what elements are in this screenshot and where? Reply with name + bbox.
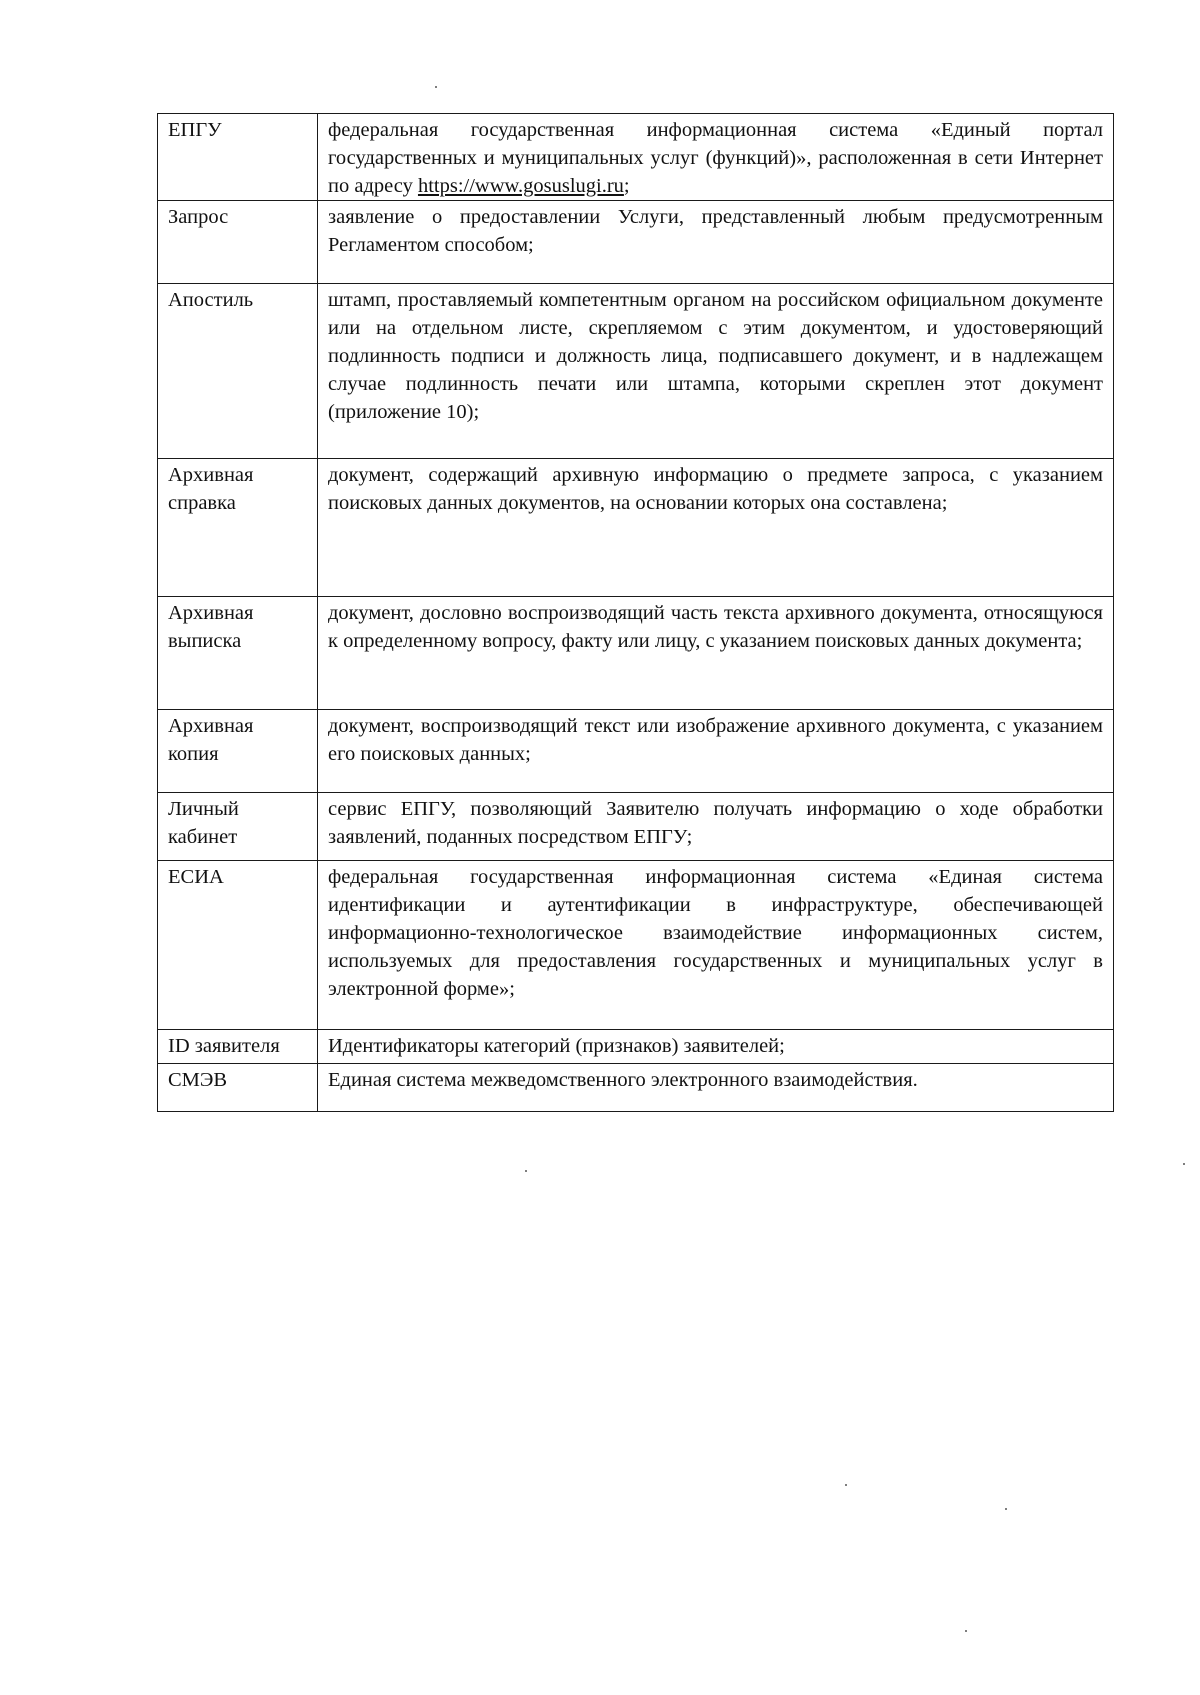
definition-text: федеральная государственная информационная система «Единый портал государственных и муниципальных услуг (функций)», расположенная в сети Интернет по адресу: [328, 119, 1103, 197]
definitions-table: [157, 113, 1114, 1112]
definition-cell: Идентификаторы категорий (признаков) заявителей;: [318, 1030, 1114, 1064]
table-row: [158, 114, 1114, 201]
scan-speck: [1183, 1163, 1185, 1165]
definition-cell: сервис ЕПГУ, позволяющий Заявителю получать информацию о ходе обработки заявлений, поданных посредством ЕПГУ;: [318, 793, 1114, 861]
term-cell: ID заявителя: [158, 1030, 318, 1064]
definition-cell: Единая система межведомственного электронного взаимодействия.: [318, 1064, 1114, 1112]
portal-link[interactable]: https://www.gosuslugi.ru: [417, 175, 624, 197]
table-row: [158, 1064, 1114, 1112]
scan-speck: [965, 1630, 967, 1632]
table-row: [158, 459, 1114, 597]
term-cell: Архивная справка: [158, 459, 318, 597]
definition-suffix: ;: [623, 175, 630, 197]
term-cell: Архивная копия: [158, 710, 318, 793]
table-row: [158, 793, 1114, 861]
term-cell: ЕПГУ: [158, 114, 318, 201]
scan-speck: [845, 1484, 847, 1486]
scan-speck: [1005, 1508, 1007, 1510]
definition-cell: документ, дословно воспроизводящий часть текста архивного документа, относящуюся к определенному вопросу, факту или лицу, с указанием поисковых данных документа;: [318, 597, 1114, 710]
table-row: [158, 201, 1114, 284]
table-row: [158, 597, 1114, 710]
term-cell: Апостиль: [158, 284, 318, 459]
table-row: [158, 284, 1114, 459]
term-cell: Запрос: [158, 201, 318, 284]
scan-speck: [435, 86, 437, 88]
definition-cell: штамп, проставляемый компетентным органом на российском официальном документе или на отдельном листе, скрепляемом с этим документом, и удостоверяющий подлинность подписи и должность лица, подписавшего документ, и в надлежащем случае подлинность печати или штампа, которыми скреплен этот документ (приложение 10);: [318, 284, 1114, 459]
definition-cell: заявление о предоставлении Услуги, представленный любым предусмотренным Регламентом способом;: [318, 201, 1114, 284]
definition-cell: федеральная государственная информационная система «Единая система идентификации и аутентификации в инфраструктуре, обеспечивающей информационно-технологическое взаимодействие информационных систем, используемых для предоставления государственных и муниципальных услуг в электронной форме»;: [318, 861, 1114, 1030]
table-row: [158, 710, 1114, 793]
definition-cell: [318, 114, 1114, 201]
table-row: [158, 1030, 1114, 1064]
term-cell: ЕСИА: [158, 861, 318, 1030]
definition-cell: документ, содержащий архивную информацию о предмете запроса, с указанием поисковых данных документов, на основании которых она составлена;: [318, 459, 1114, 597]
definition-cell: документ, воспроизводящий текст или изображение архивного документа, с указанием его поисковых данных;: [318, 710, 1114, 793]
scan-speck: [525, 1170, 527, 1172]
table-row: [158, 861, 1114, 1030]
term-cell: Архивная выписка: [158, 597, 318, 710]
term-cell: Личный кабинет: [158, 793, 318, 861]
term-cell: СМЭВ: [158, 1064, 318, 1112]
